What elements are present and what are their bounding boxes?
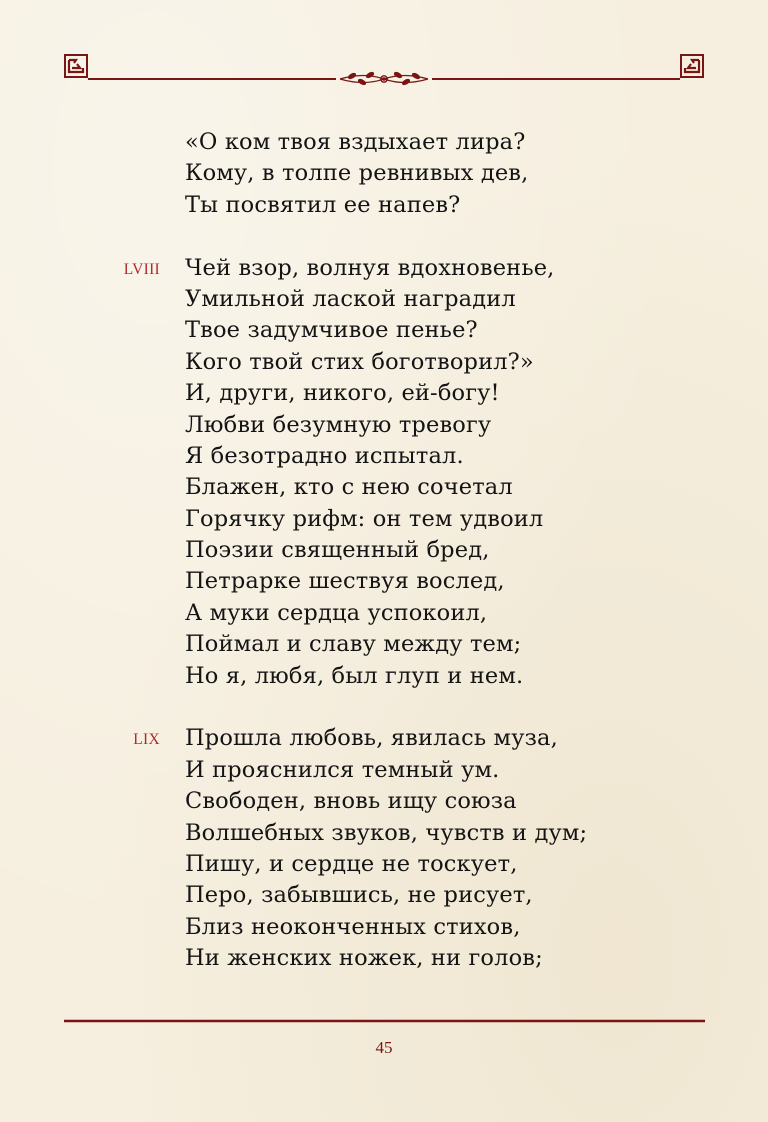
- verse-line: И, други, никого, ей-богу!: [185, 380, 500, 407]
- verse-line: Волшебных звуков, чувств и дум;: [185, 819, 588, 846]
- verse-line: Чей взор, волнуя вдохновенье,: [185, 254, 555, 281]
- verse-line: Любви безумную тревогу: [185, 411, 492, 438]
- verse-line: Кому, в толпе ревнивых дев,: [185, 160, 529, 187]
- verse-line: А муки сердца успокоил,: [185, 599, 488, 626]
- laurel-sprig-ornament-icon: [340, 71, 428, 85]
- stanza: [0, 253, 768, 692]
- verse-line: Блажен, кто с нею сочетал: [185, 474, 513, 501]
- verse-line: Я безотрадно испытал.: [185, 442, 464, 469]
- verse-line: Перо, забывшись, не рисует,: [185, 882, 533, 909]
- stanza: [0, 723, 768, 974]
- verse-line: Прошла любовь, явилась муза,: [185, 725, 558, 752]
- verse-line: Твое задумчивое пенье?: [185, 317, 478, 344]
- verse-line: Свободен, вновь ищу союза: [185, 788, 517, 815]
- verse-line: Поэзии священный бред,: [185, 537, 490, 564]
- verse-line: Горячку рифм: он тем удвоил: [185, 505, 544, 532]
- stanza-gap: [0, 692, 768, 723]
- verse-line: Ты посвятил ее напев?: [185, 191, 461, 218]
- verse-line: Кого твой стих боготворил?»: [185, 348, 534, 375]
- verse-line: Близ неоконченных стихов,: [185, 913, 521, 940]
- verse-line: Ни женских ножек, ни голов;: [185, 945, 543, 972]
- verse-line: Поймал и славу между тем;: [185, 631, 522, 658]
- poem-body: [0, 127, 768, 975]
- verse-line: И прояснился темный ум.: [185, 756, 500, 783]
- footer-rule: [64, 1018, 705, 1024]
- verse-line: Но я, любя, был глуп и нем.: [185, 662, 524, 689]
- page-number: 45: [375, 1038, 393, 1057]
- verse-line: «О ком твоя вздыхает лира?: [185, 129, 526, 155]
- stanza-number: LIX: [133, 731, 160, 749]
- stanza: [0, 127, 768, 221]
- verse-line: Петрарке шествуя вослед,: [185, 568, 505, 595]
- header-ornament-rule: [64, 68, 704, 90]
- verse-line: Умильной лаской наградил: [185, 285, 516, 312]
- verse-line: Пишу, и сердце не тоскует,: [185, 850, 518, 877]
- stanza-number: LVIII: [123, 260, 160, 278]
- stanza-gap: [0, 221, 768, 252]
